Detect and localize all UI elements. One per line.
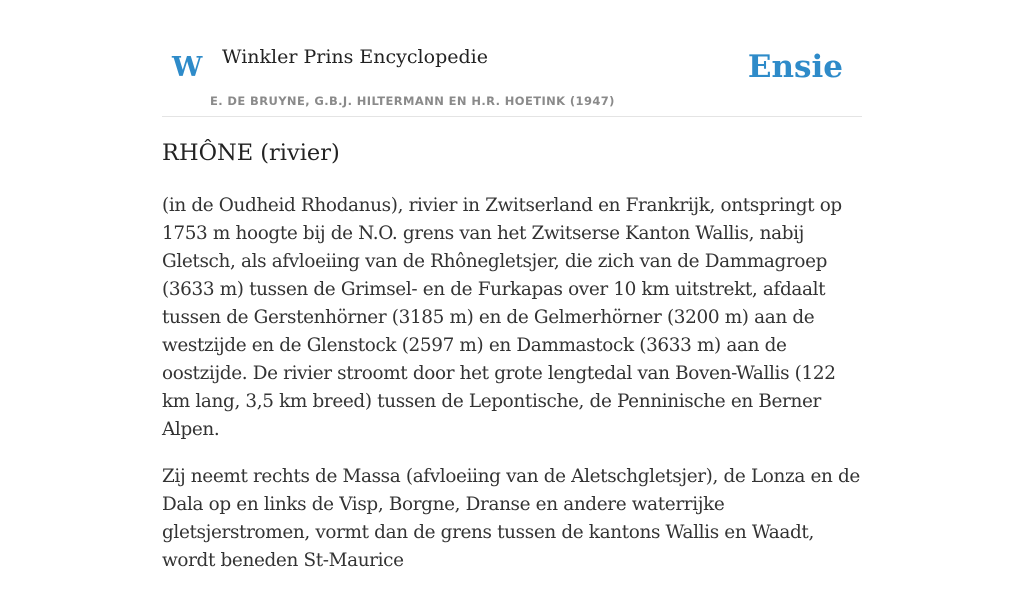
entry-body [162,192,864,594]
ensie-logo-link[interactable]: Ensie [747,49,843,85]
entry-paragraph: (in de Oudheid Rhodanus), rivier in Zwitserland en Frankrijk, ontspringt op 1753 m hoogte bij de N.O. grens van het Zwitserse Kanton Wallis, nabij Gletsch, als afvloeiing van de Rhônegletsjer, die zich van de Dammagroep (3633 m) tussen de Grimsel- en de Furkapas over 10 km uitstrekt, afdaalt tussen de Gerstenhörner (3185 m) en de Gelmerhörner (3200 m) aan de westzijde en de Glenstock (2597 m) en Dammastock (3633 m) aan de oostzijde. De rivier stroomt door het grote lengtedal van Boven-Wallis (122 km lang, 3,5 km breed) tussen de Lepontische, de Penninische en Berner Alpen. [162,195,842,440]
site-header [162,36,862,117]
book-title: Winkler Prins Encyclopedie [222,46,488,68]
book-authors: E. DE BRUYNE, G.B.J. HILTERMANN EN H.R. HOETINK (1947) [210,94,615,108]
entry-paragraph: Zij neemt rechts de Massa (afvloeiing van de Aletschgletsjer), de Lonza en de Dala op en links de Visp, Borgne, Dranse en andere waterrijke gletsjerstromen, vormt dan de grens tussen de kantons Wallis en Waadt, wordt beneden St-Maurice [162,466,860,571]
entry-title: RHÔNE (rivier) [162,140,340,166]
winkler-prins-logo[interactable]: W [172,52,203,83]
